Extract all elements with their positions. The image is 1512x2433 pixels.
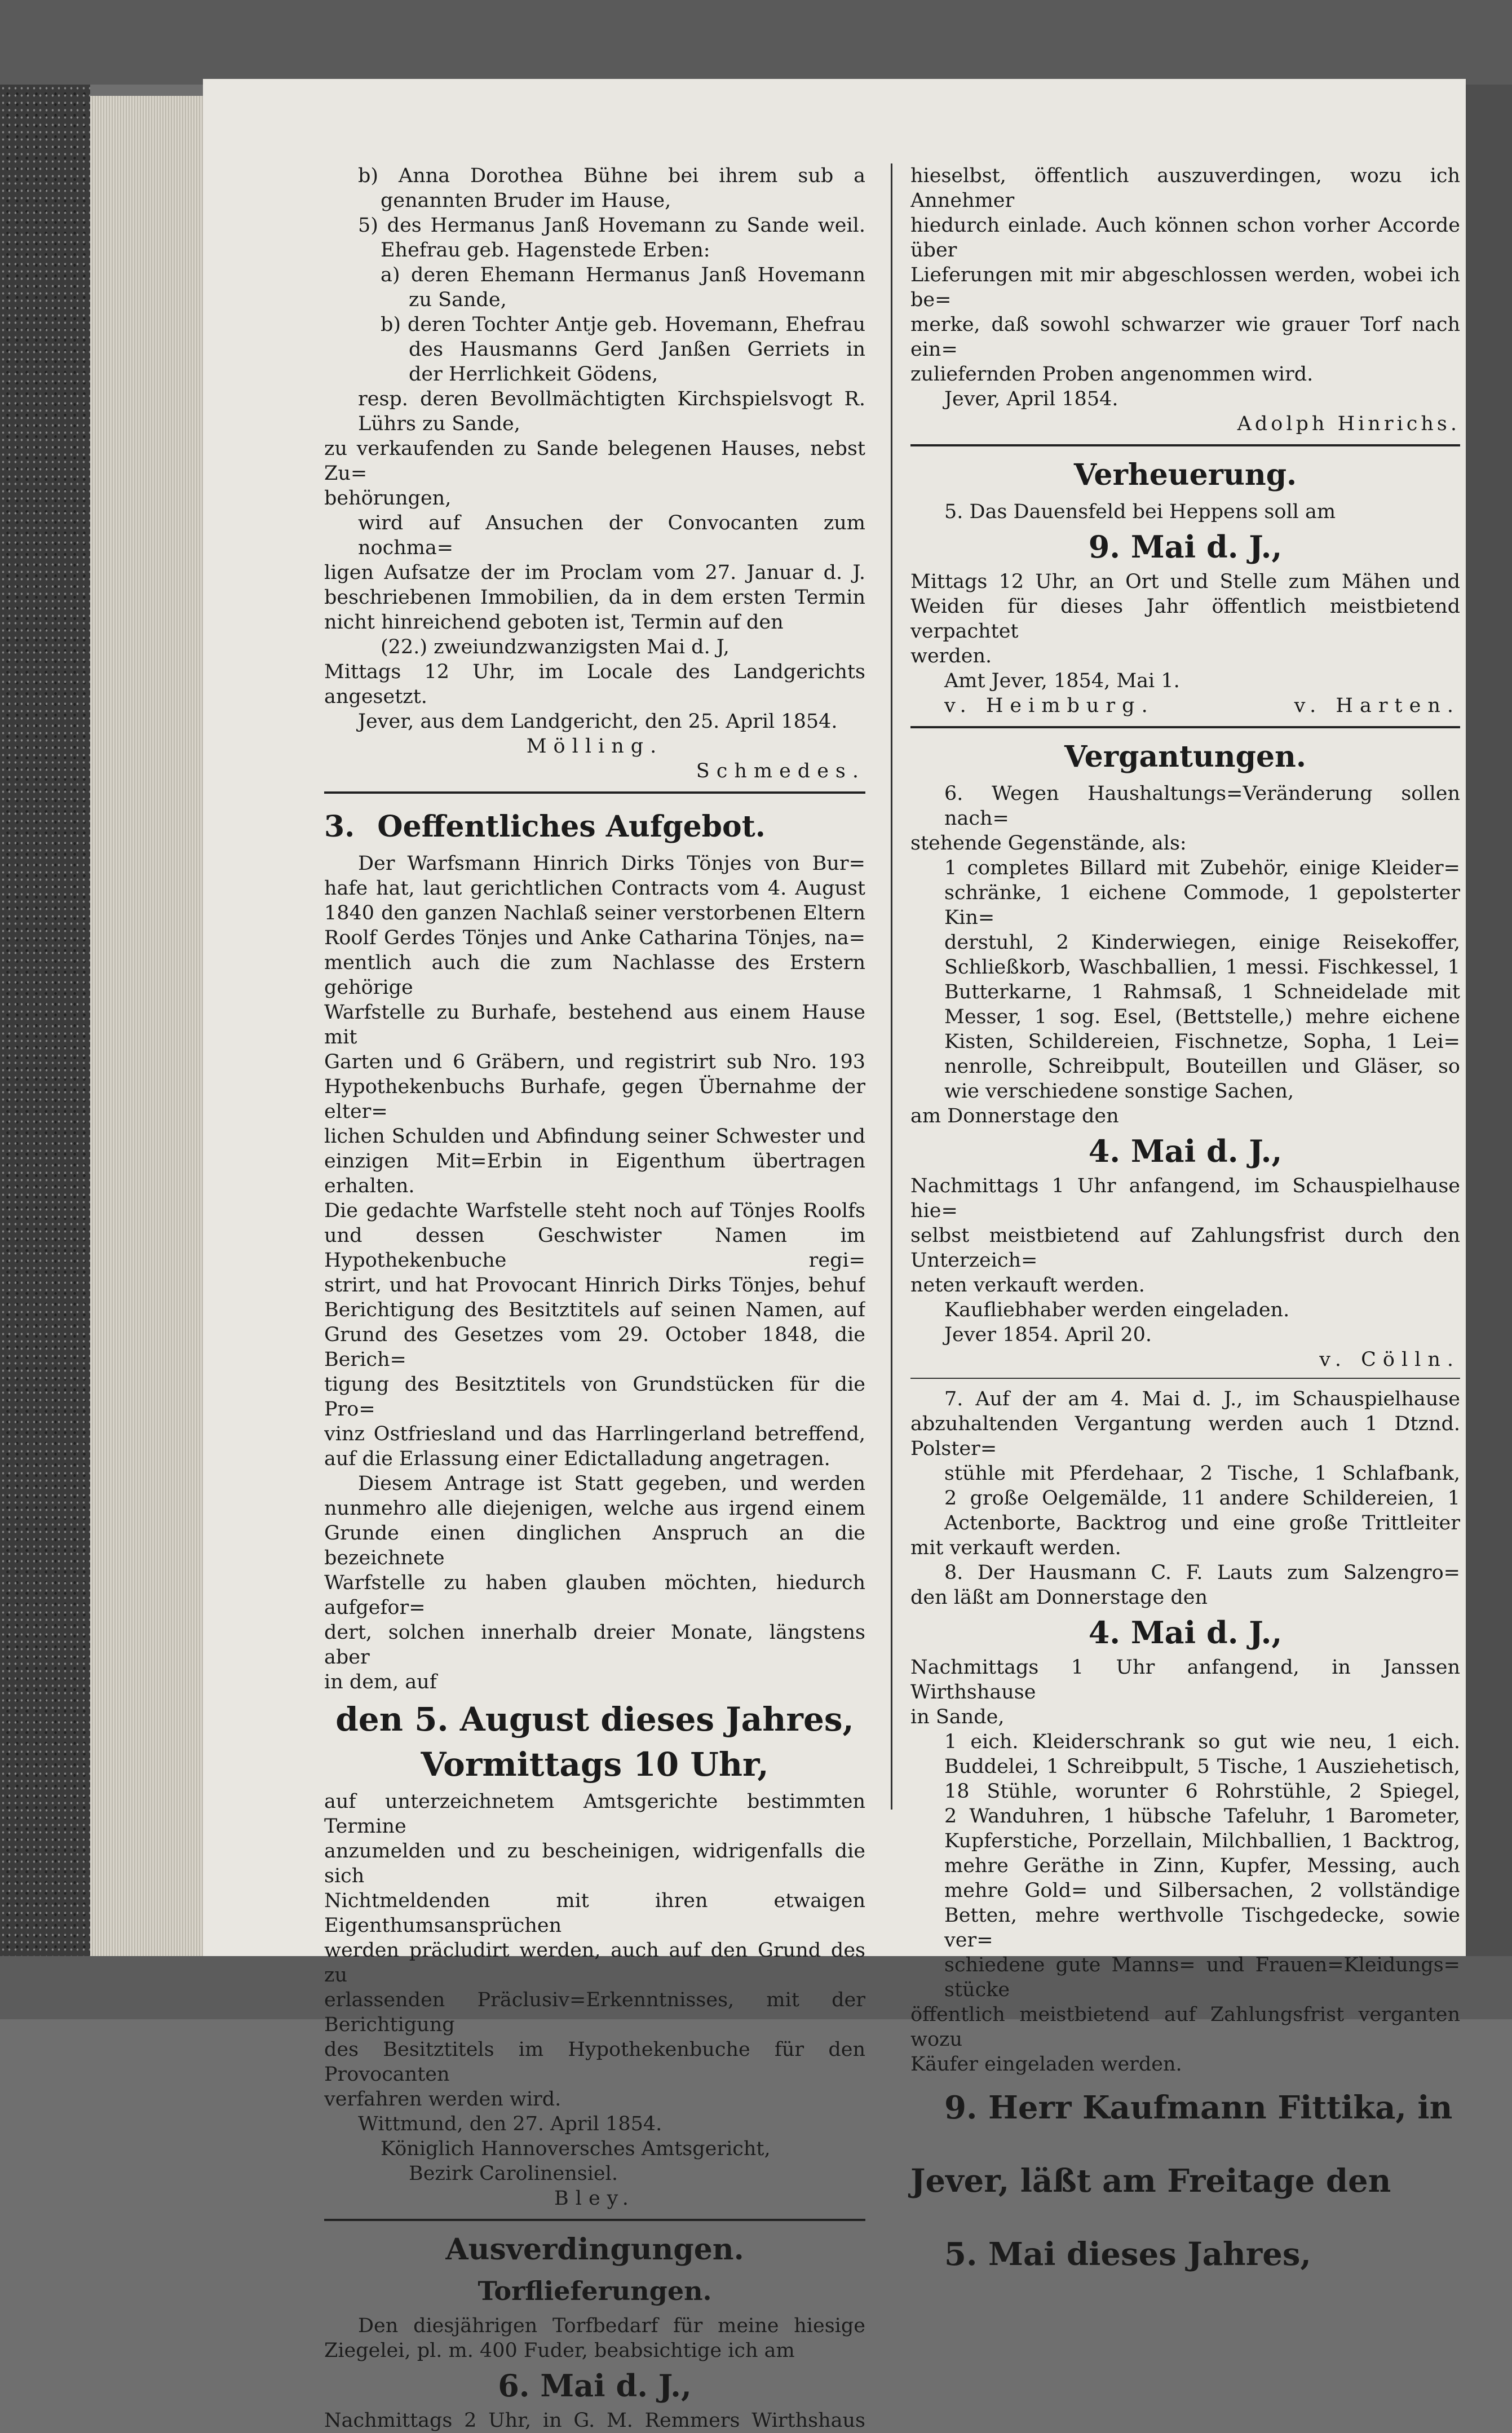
text-line: tigung des Besitztitels von Grundstücken für die Pro= bbox=[324, 1373, 865, 1421]
text-line: b) deren Tochter Antje geb. Hovemann, Ehefrau bbox=[381, 313, 865, 336]
text-line: Berichtigung des Besitztitels auf seinen Namen, auf bbox=[324, 1299, 865, 1321]
text-line: Nichtmeldenden mit ihren etwaigen Eigenthumsansprüchen bbox=[324, 1890, 865, 1937]
section-number: 3. bbox=[324, 809, 355, 844]
text-line: schränke, 1 eichene Commode, 1 gepolsterter Kin= bbox=[944, 882, 1460, 929]
text-line: Mittags 12 Uhr, an Ort und Stelle zum Mähen und bbox=[910, 570, 1460, 593]
text-line: auf unterzeichnetem Amtsgerichte bestimmten Termine bbox=[324, 1790, 865, 1838]
text-line: 7. Auf der am 4. Mai d. J., im Schauspielhause bbox=[944, 1388, 1460, 1410]
text-line: 1840 den ganzen Nachlaß seiner verstorbenen Eltern bbox=[324, 902, 865, 924]
section-title: Vergantungen. bbox=[1064, 740, 1306, 774]
text-line: nicht hinreichend geboten ist, Termin auf den bbox=[324, 611, 784, 634]
delivery-date: 6. Mai d. J., bbox=[498, 2368, 692, 2404]
signature: Schmedes. bbox=[696, 760, 865, 782]
text-line: Jever, aus dem Landgericht, den 25. April 1854. bbox=[358, 710, 838, 733]
text-line: erlassenden Präclusiv=Erkenntnisses, mit der Berichtigung bbox=[324, 1989, 865, 2036]
text-line: mit verkauft werden. bbox=[910, 1537, 1121, 1559]
text-line: der Herrlichkeit Gödens, bbox=[409, 363, 658, 386]
text-line: b) Anna Dorothea Bühne bei ihrem sub a bbox=[358, 165, 865, 187]
text-line: behörungen, bbox=[324, 487, 452, 510]
signature: v. Heimburg. bbox=[944, 694, 1155, 717]
advertisement-line: Jever, läßt am Freitage den bbox=[910, 2162, 1391, 2200]
section-title: Oeffentliches Aufgebot. bbox=[377, 809, 766, 844]
text-line: verfahren werden wird. bbox=[324, 2088, 562, 2111]
page-edges bbox=[90, 96, 203, 1956]
text-line: öffentlich meistbietend auf Zahlungsfrist verganten wozu bbox=[910, 2003, 1460, 2051]
court-name: Königlich Hannoversches Amtsgericht, bbox=[381, 2138, 771, 2160]
text-line: zu verkaufenden zu Sande belegenen Hauses, nebst Zu= bbox=[324, 437, 865, 485]
text-line: Jever 1854. April 20. bbox=[944, 1324, 1152, 1346]
text-line: Messer, 1 sog. Esel, (Bettstelle,) mehre eichene bbox=[944, 1006, 1460, 1028]
text-line: vinz Ostfriesland und das Harrlingerland betreffend, bbox=[324, 1423, 865, 1445]
text-line: mehre Geräthe in Zinn, Kupfer, Messing, auch bbox=[944, 1855, 1460, 1877]
text-line: wird auf Ansuchen der Convocanten zum nochma= bbox=[358, 512, 865, 559]
text-line: stücke bbox=[944, 1979, 1010, 2001]
text-line: strirt, und hat Provocant Hinrich Dirks Tönjes, behuf bbox=[324, 1274, 865, 1297]
text-line: in dem, auf bbox=[324, 1671, 437, 1693]
text-line: wie verschiedene sonstige Sachen, bbox=[944, 1080, 1294, 1103]
section-3-heading bbox=[324, 804, 865, 851]
text-line: nunmehro alle diejenigen, welche aus irgend einem bbox=[324, 1497, 865, 1520]
text-line: Garten und 6 Gräbern, und registrirt sub Nro. 193 bbox=[324, 1051, 865, 1073]
text-line: dert, solchen innerhalb dreier Monate, längstens aber bbox=[324, 1621, 865, 1669]
section-subtitle: Torflieferungen. bbox=[478, 2276, 712, 2306]
text-line: Grund des Gesetzes vom 29. October 1848, die Berich= bbox=[324, 1324, 865, 1371]
text-line: Diesem Antrage ist Statt gegeben, und werden bbox=[358, 1472, 865, 1495]
text-line: zu Sande, bbox=[409, 289, 507, 311]
text-line: Warfstelle zu Burhafe, bestehend aus einem Hause mit bbox=[324, 1001, 865, 1049]
text-line: abzuhaltenden Vergantung werden auch 1 Dtznd. Polster= bbox=[910, 1413, 1460, 1460]
text-line: derstuhl, 2 Kinderwiegen, einige Reisekoffer, bbox=[944, 931, 1460, 954]
text-line: Wittmund, den 27. April 1854. bbox=[358, 2113, 662, 2135]
scan-background-top bbox=[0, 0, 1512, 85]
text-line: 5. Das Dauensfeld bei Heppens soll am bbox=[944, 501, 1336, 523]
text-line: in Sande, bbox=[910, 1706, 1005, 1728]
advertisement-line: 5. Mai dieses Jahres, bbox=[944, 2236, 1311, 2273]
scan-background-right bbox=[1466, 85, 1512, 1956]
text-line: des Hausmanns Gerd Janßen Gerriets in bbox=[409, 338, 865, 361]
hearing-time: Vormittags 10 Uhr, bbox=[421, 1745, 769, 1784]
text-line: Die gedachte Warfstelle steht noch auf Tönjes Roolfs bbox=[324, 1200, 865, 1222]
text-line: Schließkorb, Waschballien, 1 messi. Fischkessel, 1 bbox=[944, 956, 1460, 979]
signature: Bley. bbox=[554, 2187, 635, 2210]
text-line: hieselbst, öffentlich auszuverdingen, wozu ich Annehmer bbox=[910, 165, 1460, 212]
text-line: zuliefernden Proben angenommen wird. bbox=[910, 363, 1314, 386]
text-line: Den diesjährigen Torfbedarf für meine hiesige bbox=[358, 2315, 865, 2337]
text-line: selbst meistbietend auf Zahlungsfrist durch den Unterzeich= bbox=[910, 1224, 1460, 1272]
text-line: Lührs zu Sande, bbox=[358, 413, 520, 435]
text-line: werden. bbox=[910, 645, 992, 667]
text-line: 2 große Oelgemälde, 11 andere Schildereien, 1 bbox=[944, 1487, 1460, 1510]
signature-row bbox=[910, 693, 1460, 718]
hearing-date: den 5. August dieses Jahres, bbox=[335, 1700, 854, 1739]
right-column bbox=[910, 163, 1460, 2307]
signature: v. Harten. bbox=[1294, 694, 1460, 717]
text-line: Nachmittags 1 Uhr anfangend, im Schauspielhause hie= bbox=[910, 1175, 1460, 1222]
text-line: Buddelei, 1 Schreibpult, 5 Tische, 1 Ausziehetisch, bbox=[944, 1755, 1460, 1778]
text-line: Käufer eingeladen werden. bbox=[910, 2053, 1182, 2076]
text-line: Ehefrau geb. Hagenstede Erben: bbox=[381, 239, 710, 262]
section-title: Verheuerung. bbox=[1073, 458, 1297, 492]
text-line: Der Warfsmann Hinrich Dirks Tönjes von Bur= bbox=[358, 852, 865, 875]
text-line: Jever, April 1854. bbox=[944, 388, 1118, 410]
text-line: Grunde einen dinglichen Anspruch an die bezeichnete bbox=[324, 1522, 865, 1569]
text-line: anzumelden und zu bescheinigen, widrigenfalls die sich bbox=[324, 1840, 865, 1887]
signature: Adolph Hinrichs. bbox=[1237, 413, 1460, 435]
text-line: Warfstelle zu haben glauben möchten, hiedurch aufgefor= bbox=[324, 1572, 865, 1619]
text-line: 2 Wanduhren, 1 hübsche Tafeluhr, 1 Barometer, bbox=[944, 1805, 1460, 1828]
advertisement-line: 9. Herr Kaufmann Fittika, in bbox=[944, 2089, 1453, 2126]
text-line: mentlich auch die zum Nachlasse des Erstern gehörige bbox=[324, 952, 865, 999]
text-line: Hypothekenbuchs Burhafe, gegen Übernahme der elter= bbox=[324, 1076, 865, 1123]
auction-date: 4. Mai d. J., bbox=[1088, 1614, 1283, 1651]
text-line: ligen Aufsatze der im Proclam vom 27. Januar d. J. bbox=[324, 561, 865, 584]
text-line: 8. Der Hausmann C. F. Lauts zum Salzengro= bbox=[944, 1561, 1460, 1584]
text-line: und dessen Geschwister Namen im Hypothekenbuche regi= bbox=[324, 1224, 865, 1272]
text-line: Kaufliebhaber werden eingeladen. bbox=[944, 1299, 1290, 1321]
text-line: einzigen Mit=Erbin in Eigenthum übertragen erhalten. bbox=[324, 1150, 865, 1197]
text-line: Amt Jever, 1854, Mai 1. bbox=[944, 670, 1180, 692]
text-line: stühle mit Pferdehaar, 2 Tische, 1 Schlafbank, bbox=[944, 1462, 1460, 1485]
text-line: 18 Stühle, worunter 6 Rohrstühle, 2 Spiegel, bbox=[944, 1780, 1460, 1803]
text-line: a) deren Ehemann Hermanus Janß Hovemann bbox=[381, 264, 865, 286]
text-line: Weiden für dieses Jahr öffentlich meistbietend verpachtet bbox=[910, 595, 1460, 643]
text-line: merke, daß sowohl schwarzer wie grauer Torf nach ein= bbox=[910, 313, 1460, 361]
section-rule bbox=[324, 2219, 865, 2221]
text-line: auf die Erlassung einer Edictalladung angetragen. bbox=[324, 1448, 830, 1470]
text-line: beschriebenen Immobilien, da in dem ersten Termin bbox=[324, 586, 865, 609]
text-line: Mittags 12 Uhr, im Locale des Landgerichts angesetzt. bbox=[324, 661, 865, 708]
text-line: werden präcludirt werden, auch auf den Grund des zu bbox=[324, 1939, 865, 1987]
text-line: Butterkarne, 1 Rahmsaß, 1 Schneidelade mit bbox=[944, 981, 1460, 1003]
section-title: Ausverdingungen. bbox=[445, 2232, 744, 2267]
text-line: Kupferstiche, Porzellain, Milchballien, 1 Backtrog, bbox=[944, 1830, 1460, 1852]
auction-date: 4. Mai d. J., bbox=[1088, 1133, 1283, 1169]
text-line: Actenborte, Backtrog und eine große Trittleiter bbox=[944, 1512, 1460, 1534]
text-line: schiedene gute Manns= und Frauen=Kleidungs= bbox=[944, 1954, 1460, 1976]
text-line: 5) des Hermanus Janß Hovemann zu Sande weil. bbox=[358, 214, 865, 237]
text-line: Lieferungen mit mir abgeschlossen werden, wobei ich be= bbox=[910, 264, 1460, 311]
text-line: 1 completes Billard mit Zubehör, einige Kleider= bbox=[944, 857, 1460, 879]
text-line: den läßt am Donnerstage den bbox=[910, 1586, 1208, 1609]
marbled-book-cover bbox=[0, 85, 90, 1956]
column-divider bbox=[891, 163, 892, 1810]
section-rule bbox=[910, 726, 1460, 728]
text-line: am Donnerstage den bbox=[910, 1105, 1119, 1127]
text-line: 6. Wegen Haushaltungs=Veränderung sollen nach= bbox=[944, 782, 1460, 830]
section-rule bbox=[324, 791, 865, 794]
signature: Mölling. bbox=[526, 735, 664, 758]
text-line: genannten Bruder im Hause, bbox=[381, 189, 671, 212]
item-rule bbox=[910, 1378, 1460, 1379]
text-line: resp. deren Bevollmächtigten Kirchspielsvogt R. bbox=[358, 388, 865, 410]
text-line: 1 eich. Kleiderschrank so gut wie neu, 1 eich. bbox=[944, 1731, 1460, 1753]
court-district: Bezirk Carolinensiel. bbox=[409, 2162, 618, 2185]
text-line: Ziegelei, pl. m. 400 Fuder, beabsichtige ich am bbox=[324, 2339, 795, 2362]
text-line: (22.) zweiundzwanzigsten Mai d. J, bbox=[381, 636, 730, 658]
text-line: neten verkauft werden. bbox=[910, 1274, 1145, 1297]
section-rule bbox=[910, 444, 1460, 446]
lease-date: 9. Mai d. J., bbox=[1088, 529, 1283, 565]
text-line: lichen Schulden und Abfindung seiner Schwester und bbox=[324, 1125, 865, 1148]
text-line: hiedurch einlade. Auch können schon vorher Accorde über bbox=[910, 214, 1460, 262]
text-line: nenrolle, Schreibpult, Bouteillen und Gläser, so bbox=[944, 1055, 1460, 1078]
text-line: stehende Gegenstände, als: bbox=[910, 832, 1187, 855]
text-line: Kisten, Schildereien, Fischnetze, Sopha, 1 Lei= bbox=[944, 1030, 1460, 1053]
text-line: Roolf Gerdes Tönjes und Anke Catharina Tönjes, na= bbox=[324, 927, 865, 949]
text-line: hafe hat, laut gerichtlichen Contracts vom 4. August bbox=[324, 877, 865, 900]
text-line: des Besitztitels im Hypothekenbuche für den Provocanten bbox=[324, 2038, 865, 2086]
signature: v. Cölln. bbox=[1319, 1348, 1460, 1371]
left-column bbox=[324, 163, 865, 2433]
text-line: mehre Gold= und Silbersachen, 2 vollständige bbox=[944, 1879, 1460, 1902]
text-line: Betten, mehre werthvolle Tischgedecke, sowie ver= bbox=[944, 1904, 1460, 1952]
text-line: Nachmittags 1 Uhr anfangend, in Janssen Wirthshause bbox=[910, 1656, 1460, 1704]
text-line: Nachmittags 2 Uhr, in G. M. Remmers Wirthshaus bbox=[324, 2409, 865, 2432]
